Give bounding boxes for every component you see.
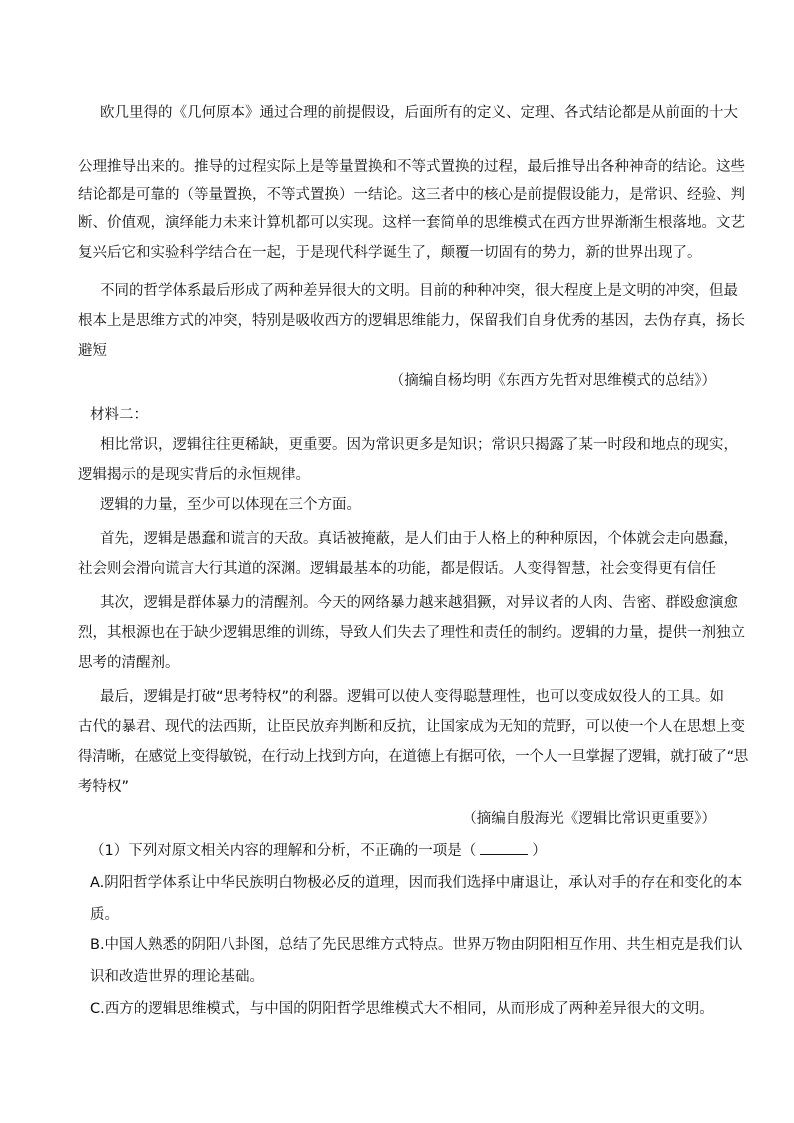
m2-p1a: 相比常识，逻辑往往更稀缺，更重要。因为常识更多是知识；常识只揭露了某一时段和地点的现实， [100, 437, 738, 453]
m2-p2: 逻辑的力量，至少可以体现在三个方面。 [100, 497, 361, 513]
question-stem [90, 838, 547, 864]
m2-heading: 材料二： [90, 407, 148, 423]
m2-p5c: 得清晰，在感觉上变得敏锐，在行动上找到方向，在道德上有据可依，一个人一旦掌握了逻辑，就打破了“思 [78, 749, 748, 765]
m1-source: （摘编自杨均明《东西方先哲对思维模式的总结》） [389, 373, 716, 389]
m1-line4: 断、价值观，演绎能力未来计算机都可以实现。这样一套简单的思维模式在西方世界渐渐生根落地。文艺 [78, 215, 745, 231]
option-b-line2: 识和改造世界的理论基础。 [90, 969, 264, 985]
question-stem-text: （1）下列对原文相关内容的理解和分析，不正确的一项是（ [90, 843, 477, 859]
m2-p3a: 首先，逻辑是愚蠢和谎言的天敌。真话被掩蔽，是人们由于人格上的种种原因，个体就会走向愚蠢， [100, 531, 738, 547]
m2-p5d: 考特权” [78, 779, 130, 795]
m2-source: （摘编自殷海光《逻辑比常识更重要》） [462, 811, 716, 827]
m1-line3: 结论都是可靠的（等量置换，不等式置换）一结论。这三者中的核心是前提假设能力，是常识、经验、判 [78, 187, 745, 203]
answer-blank[interactable] [480, 840, 528, 855]
option-b-line1: B.中国人熟悉的阴阳八卦图，总结了先民思维方式特点。世界万物由阴阳相互作用、共生相克是我们认 [90, 937, 743, 953]
m1-line6: 不同的哲学体系最后形成了两种差异很大的文明。目前的种种冲突，很大程度上是文明的冲突，但最 [100, 283, 738, 299]
m2-p5a: 最后，逻辑是打破“思考特权”的利器。逻辑可以使人变得聪慧理性，也可以变成奴役人的工具。如 [100, 689, 725, 705]
m1-line1: 欧几里得的《几何原本》通过合理的前提假设，后面所有的定义、定理、各式结论都是从前面的十大 [100, 105, 738, 121]
m2-p1b: 逻辑揭示的是现实背后的永恒规律。 [78, 467, 310, 483]
m2-p4a: 其次，逻辑是群体暴力的清醒剂。今天的网络暴力越来越猖獗，对异议者的人肉、告密、群殴愈演愈 [100, 595, 738, 611]
m1-line8: 避短 [78, 343, 107, 359]
option-a-line1: A.阴阳哲学体系让中华民族明白物极必反的道理，因而我们选择中庸退让，承认对手的存在和变化的本 [90, 875, 743, 891]
m2-p3b: 社会则会滑向谎言大行其道的深渊。逻辑最基本的功能，都是假话。人变得智慧，社会变得更有信任 [78, 561, 716, 577]
option-a-line2: 质。 [90, 907, 119, 923]
m2-p5b: 古代的暴君、现代的法西斯，让臣民放弃判断和反抗，让国家成为无知的荒野，可以使一个人在思想上变 [78, 719, 745, 735]
m1-line7: 根本上是思维方式的冲突，特别是吸收西方的逻辑思维能力，保留我们自身优秀的基因，去伪存真，扬长 [78, 313, 745, 329]
m1-line2: 公理推导出来的。推导的过程实际上是等量置换和不等式置换的过程，最后推导出各种神奇的结论。这些 [78, 159, 745, 175]
option-c: C.西方的逻辑思维模式，与中国的阴阳哲学思维模式大不相同，从而形成了两种差异很大的文明。 [90, 1001, 714, 1017]
m2-p4b: 烈，其根源也在于缺少逻辑思维的训练，导致人们失去了理性和责任的制约。逻辑的力量，提供一剂独立 [78, 625, 745, 641]
question-stem-close: ） [532, 843, 547, 859]
m1-line5: 复兴后它和实验科学结合在一起，于是现代科学诞生了，颠覆一切固有的势力，新的世界出现了。 [78, 245, 702, 261]
m2-p4c: 思考的清醒剂。 [78, 655, 180, 671]
